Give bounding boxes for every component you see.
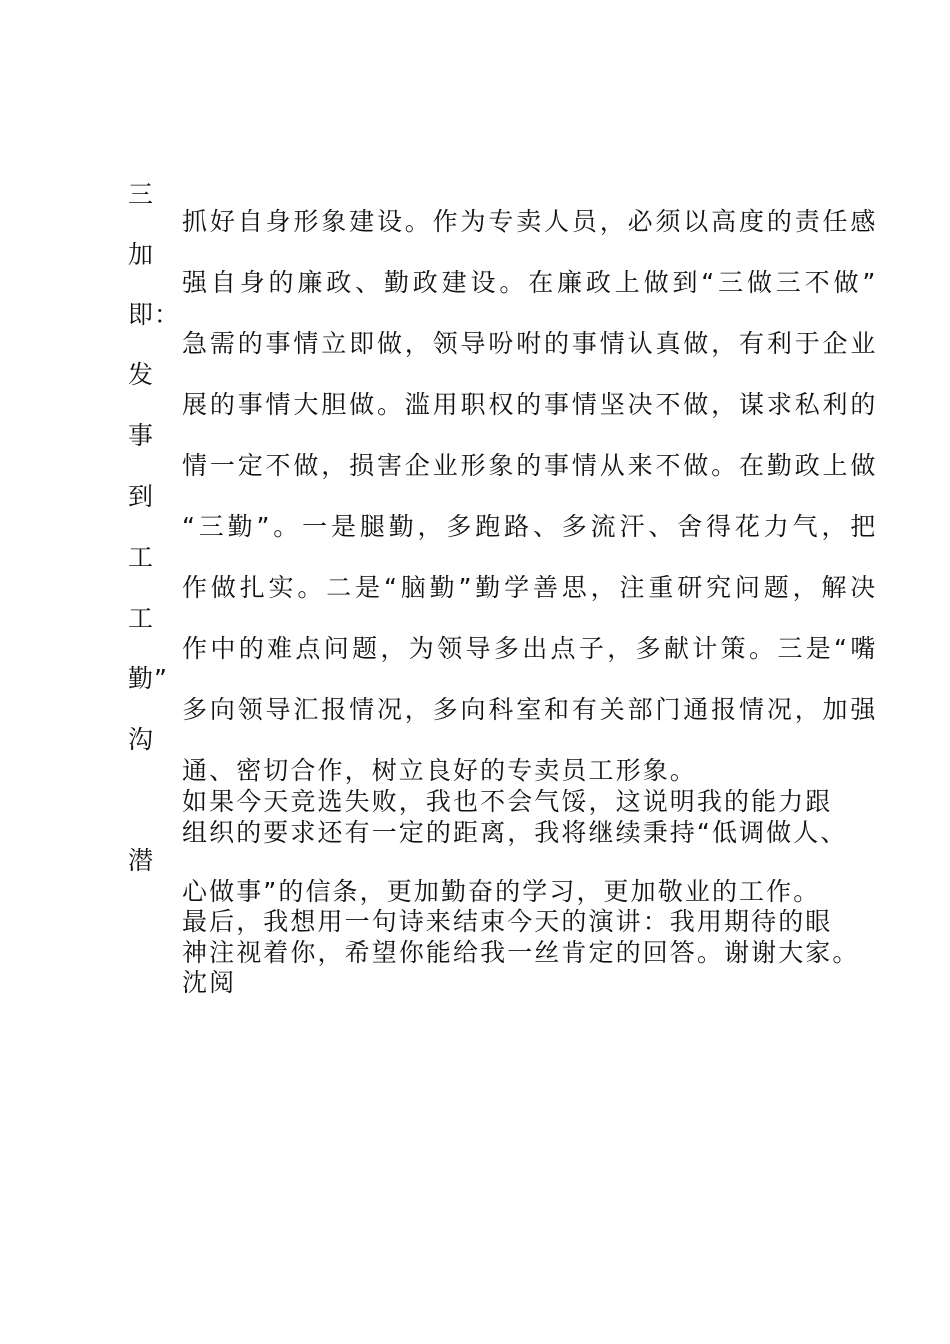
text-line: 展的事情大胆做。滥用职权的事情坚决不做，谋求私利的 <box>182 390 879 419</box>
margin-char: 潜 <box>128 846 155 875</box>
margin-char: 工 <box>128 543 155 572</box>
margin-char: 沟 <box>128 725 155 754</box>
text-line: 组织的要求还有一定的距离，我将继续秉持“低调做人、 <box>182 818 848 847</box>
text-line: 如果今天竞选失败，我也不会气馁，这说明我的能力跟 <box>182 787 833 816</box>
margin-char: 事 <box>128 421 155 450</box>
text-line: 抓好自身形象建设。作为专卖人员，必须以高度的责任感 <box>182 207 879 236</box>
margin-char: 三 <box>128 180 155 209</box>
margin-char: 发 <box>128 360 155 389</box>
text-line: 沈阅 <box>182 968 237 997</box>
text-line: 急需的事情立即做，领导吩咐的事情认真做，有利于企业 <box>182 329 879 358</box>
margin-char: 到 <box>128 482 155 511</box>
margin-char: 勤” <box>128 664 168 693</box>
text-line: 作中的难点问题，为领导多出点子，多献计策。三是“嘴 <box>182 634 879 663</box>
margin-char: 工 <box>128 604 155 633</box>
text-line: 心做事”的信条，更加勤奋的学习，更加敬业的工作。 <box>182 877 821 906</box>
margin-char: 即： <box>128 300 181 329</box>
text-line: 通、密切合作，树立良好的专卖员工形象。 <box>182 756 697 785</box>
text-line: 多向领导汇报情况，多向科室和有关部门通报情况，加强 <box>182 695 879 724</box>
text-line: 神注视着你，希望你能给我一丝肯定的回答。谢谢大家。 <box>182 938 860 967</box>
text-line: “三勤”。一是腿勤，多跑路、多流汗、舍得花力气，把 <box>182 512 880 541</box>
text-line: 强自身的廉政、勤政建设。在廉政上做到“三做三不做” <box>182 268 880 297</box>
margin-char: 加 <box>128 240 155 269</box>
text-line: 最后，我想用一句诗来结束今天的演讲：我用期待的眼 <box>182 907 833 936</box>
text-line: 作做扎实。二是“脑勤”勤学善思，注重研究问题，解决 <box>182 573 880 602</box>
text-line: 情一定不做，损害企业形象的事情从来不做。在勤政上做 <box>182 451 879 480</box>
